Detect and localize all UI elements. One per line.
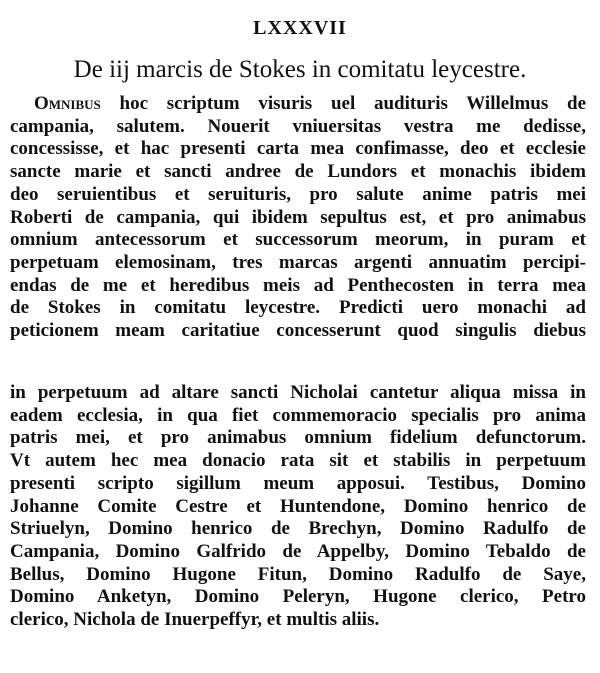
text-line: deo seruientibus et seruituris, pro salute anime patris mei [10, 183, 586, 205]
text-line: Campania, Domino Galfrido de Appelby, Domino Tebaldo de [10, 540, 586, 562]
text-line: Bellus, Domino Hugone Fitun, Domino Radulfo de Saye, [10, 563, 586, 585]
text-line: omnium antecessorum et successorum meorum, in puram et [10, 229, 586, 251]
text-line [10, 93, 586, 116]
first-line-rest: hoc scriptum visuris uel audituris Willelmus de [119, 93, 586, 114]
text-line: Roberti de campania, qui ibidem sepultus est, et pro animabus [10, 206, 586, 228]
charter-number: LXXXVII [253, 17, 347, 39]
text-line: clerico, Nichola de Inuerpeffyr, et multis aliis. [10, 609, 380, 631]
text-line: de Stokes in comitatu leycestre. Predicti uero monachi ad [10, 297, 586, 319]
text-line: in perpetuum ad altare sancti Nicholai cantetur aliqua missa in [10, 382, 586, 403]
text-line: sancte marie et sancti andree de Lundors et monachis ibidem [10, 161, 586, 183]
text-line: eadem ecclesia, in qua fiet commemoracio specialis pro anima [10, 404, 586, 426]
text-line: Striuelyn, Domino henrico de Brechyn, Domino Radulfo de [10, 518, 586, 540]
text-line: Johanne Comite Cestre et Huntendone, Domino henrico de [10, 495, 586, 517]
text-line: peticionem meam caritatiue concesserunt quod singulis diebus [10, 320, 586, 342]
text-line: Domino Anketyn, Domino Peleryn, Hugone clerico, Petro [10, 586, 586, 608]
opening-word: Omnibus [34, 93, 101, 114]
text-line: presenti scripto sigillum meum apposui. Testibus, Domino [10, 472, 586, 494]
text-line: patris mei, et pro animabus omnium fidelium defunctorum. [10, 427, 586, 449]
text-line: concessisse, et hac presenti carta mea confimasse, deo et ecclesie [10, 138, 586, 160]
charter-text-part-1 [10, 93, 586, 343]
text-line: perpetuam elemosinam, tres marcas argenti annuatim percipi- [10, 251, 586, 273]
charter-title: De iij marcis de Stokes in comitatu leycestre. [73, 56, 527, 83]
text-line: Vt autem hec mea donacio rata sit et stabilis in perpetuum [10, 450, 586, 472]
text-line: endas de me et heredibus meis ad Penthecosten in terra mea [10, 274, 586, 296]
charter-text-part-2 [10, 382, 586, 632]
text-line: campania, salutem. Nouerit vniuersitas vestra me dedisse, [10, 115, 586, 137]
